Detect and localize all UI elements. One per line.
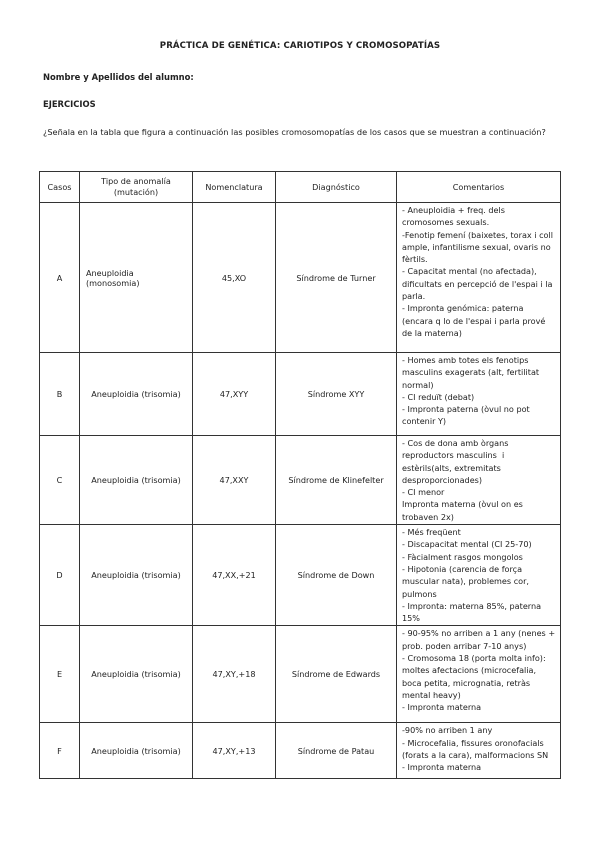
header-diagnostico: Diagnóstico [276, 172, 397, 203]
comment-line: - Capacitat mental (no afectada), dificultats en percepció de l'espai i la parla. [402, 266, 556, 302]
cell-caso: C [40, 436, 80, 525]
table-header-row [40, 172, 561, 203]
section-heading: EJERCICIOS [43, 99, 96, 109]
cell-tipo: Aneuploidia (trisomia) [80, 626, 193, 723]
comment-line: - 90-95% no arriben a 1 any (nenes + prob. poden arribar 7-10 anys) [402, 628, 558, 651]
table-row [40, 353, 561, 436]
cell-comentarios [397, 525, 561, 626]
header-tipo: Tipo de anomalía (mutación) [80, 172, 193, 203]
cell-tipo: Aneuploidia (monosomia) [80, 203, 193, 353]
cell-nomenclatura: 47,XY,+18 [193, 626, 276, 723]
comment-line: - Aneuploidia + freq. dels cromosomes sexuals. [402, 205, 508, 228]
cases-table [39, 171, 561, 779]
comment-line: - Cos de dona amb òrgans reproductors masculins i estèrils(alts, extremitats desproporcionades) [402, 438, 512, 485]
comment-line: - Homes amb totes els fenotips masculins exagerats (alt, fertilitat normal) [402, 355, 542, 390]
comment-line: - CI menor [402, 487, 445, 498]
comment-line: - Impronta paterna (òvul no pot contenir Y) [402, 404, 533, 427]
cell-tipo: Aneuploidia (trisomia) [80, 353, 193, 436]
cell-comentarios [397, 353, 561, 436]
cell-nomenclatura: 47,XYY [193, 353, 276, 436]
comment-line: - Impronta materna [402, 762, 482, 773]
cell-comentarios [397, 436, 561, 525]
table-row [40, 203, 561, 353]
cell-nomenclatura: 45,XO [193, 203, 276, 353]
cell-caso: B [40, 353, 80, 436]
cell-caso: A [40, 203, 80, 353]
comment-line: -90% no arriben 1 any [402, 725, 493, 736]
comment-line: -Fenotip femení (baixetes, torax i coll ample, infantilisme sexual, ovaris no fèrtils. [402, 229, 556, 265]
cell-tipo: Aneuploidia (trisomia) [80, 436, 193, 525]
table-row [40, 723, 561, 779]
cell-caso: D [40, 525, 80, 626]
header-nomenclatura: Nomenclatura [193, 172, 276, 203]
cell-comentarios [397, 626, 561, 723]
comment-line: - Impronta materna [402, 702, 482, 713]
cell-tipo: Aneuploidia (trisomia) [80, 723, 193, 779]
cell-tipo: Aneuploidia (trisomia) [80, 525, 193, 626]
comment-line: - Cromosoma 18 (porta molta info): moltes afectacions (microcefalia, boca petita, micrognatia, retràs mental heavy) [402, 653, 549, 700]
cell-diagnostico: Síndrome de Edwards [276, 626, 397, 723]
cell-diagnostico: Síndrome de Down [276, 525, 397, 626]
table-row [40, 436, 561, 525]
cell-comentarios [397, 203, 561, 353]
comment-line: - Hipotonia (carencia de força muscular nata), problemes cor, pulmons [402, 563, 532, 599]
cell-caso: F [40, 723, 80, 779]
instruction-text: ¿Señala en la tabla que figura a continuación las posibles cromosomopatías de los casos que se muestran a continuación? [43, 127, 546, 137]
comment-line: - Discapacitat mental (CI 25-70) [402, 539, 532, 550]
student-name-label: Nombre y Apellidos del alumno: [43, 72, 194, 82]
comment-line: Impronta materna (òvul on es trobaven 2x) [402, 499, 526, 522]
comment-line: - Fàcialment rasgos mongolos [402, 551, 523, 562]
cell-diagnostico: Síndrome XYY [276, 353, 397, 436]
header-comentarios: Comentarios [397, 172, 561, 203]
cell-diagnostico: Síndrome de Patau [276, 723, 397, 779]
cell-comentarios [397, 723, 561, 779]
comment-line: - Impronta: materna 85%, paterna 15% [402, 600, 544, 624]
comment-line: - Més freqüent [402, 527, 461, 538]
cell-caso: E [40, 626, 80, 723]
comment-line: - Microcefalia, fissures oronofacials (forats a la cara), malformacions SN [402, 737, 549, 761]
document-title: PRÁCTICA DE GENÉTICA: CARIOTIPOS Y CROMOSOPATÍAS [159, 41, 441, 51]
cell-diagnostico: Síndrome de Klinefelter [276, 436, 397, 525]
comment-line: - CI reduït (debat) [402, 391, 475, 402]
header-casos: Casos [40, 172, 80, 203]
cell-nomenclatura: 47,XY,+13 [193, 723, 276, 779]
comment-line: - Impronta genómica: paterna (encara q lo de l'espai i parla prové de la materna) [402, 303, 548, 338]
cell-nomenclatura: 47,XX,+21 [193, 525, 276, 626]
table-row [40, 525, 561, 626]
table-row [40, 626, 561, 723]
cell-diagnostico: Síndrome de Turner [276, 203, 397, 353]
cell-nomenclatura: 47,XXY [193, 436, 276, 525]
